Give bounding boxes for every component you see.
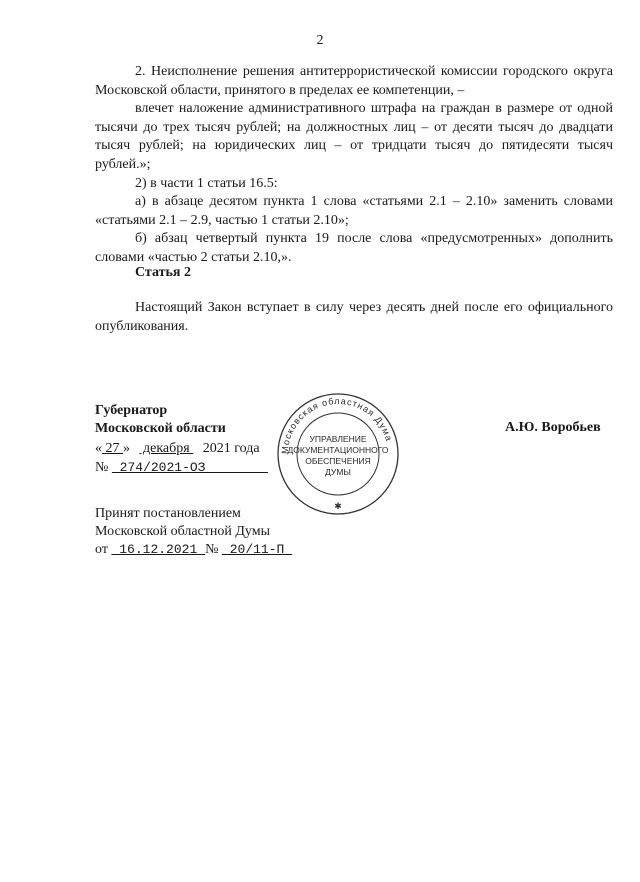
stamp-line-1: УПРАВЛЕНИЕ bbox=[309, 434, 367, 444]
stamp-ring-text: Московская областная Дума bbox=[279, 395, 395, 455]
article-2-text: Настоящий Закон вступает в силу через десять дней после его официального опубликования. bbox=[95, 300, 613, 334]
date-close-quote: » bbox=[123, 441, 130, 456]
governor-region: Московской области bbox=[95, 421, 226, 436]
duma-stamp bbox=[276, 392, 400, 516]
law-number-label: № bbox=[95, 460, 109, 475]
adoption-line-2: Московской областной Думы bbox=[95, 524, 270, 539]
stamp-star-icon: ✱ bbox=[334, 501, 342, 511]
stamp-line-4: ДУМЫ bbox=[325, 467, 351, 477]
article-2-body bbox=[95, 298, 613, 336]
governor-name: А.Ю. Воробьев bbox=[505, 420, 601, 435]
adoption-number-label: № bbox=[205, 542, 219, 557]
amendment-text bbox=[95, 63, 613, 268]
paragraph-item-a: а) в абзаце десятом пункта 1 слова «статьями 2.1 – 2.10» заменить словами «статьями 2.1 – 2.9, частью 1 статьи 2.10»; bbox=[95, 194, 613, 228]
law-number-value: 274/2021-ОЗ bbox=[111, 460, 268, 475]
governor-block bbox=[95, 402, 268, 477]
governor-title: Губернатор bbox=[95, 403, 168, 418]
adoption-number: 20/11-П bbox=[221, 542, 293, 557]
date-day: 27 bbox=[102, 441, 123, 456]
stamp-line-2: ДОКУМЕНТАЦИОННОГО bbox=[287, 445, 389, 455]
paragraph-penalty: влечет наложение административного штрафа на граждан в размере от одной тысячи до трех тысяч рублей; на должностных лиц – от десяти тысяч до двадцати тысяч рублей; на юридических лиц – от тридцати тысяч до пятидесяти тысяч рублей.»; bbox=[95, 101, 613, 172]
adoption-block bbox=[95, 505, 292, 559]
law-number bbox=[95, 459, 268, 477]
paragraph-item-b: б) абзац четвертый пункта 19 после слова «предусмотренных» дополнить словами «частью 2 статьи 2.10,». bbox=[95, 231, 613, 265]
adoption-from-label: от bbox=[95, 542, 108, 557]
adoption-date: 16.12.2021 bbox=[111, 542, 206, 557]
adoption-line-1: Принят постановлением bbox=[95, 506, 241, 521]
date-month: декабря bbox=[139, 441, 194, 456]
stamp-line-3: ОБЕСПЕЧЕНИЯ bbox=[305, 456, 371, 466]
signing-date bbox=[95, 440, 268, 458]
adoption-details bbox=[95, 541, 292, 559]
date-open-quote: « bbox=[95, 441, 102, 456]
date-year: 2021 года bbox=[202, 441, 260, 456]
article-2-heading: Статья 2 bbox=[135, 265, 191, 280]
paragraph-part-2: 2. Неисполнение решения антитеррористической комиссии городского округа Московской области, принятого в пределах ее компетенции, – bbox=[95, 64, 613, 98]
paragraph-item-2: 2) в части 1 статьи 16.5: bbox=[135, 175, 278, 191]
page-number: 2 bbox=[316, 33, 324, 48]
